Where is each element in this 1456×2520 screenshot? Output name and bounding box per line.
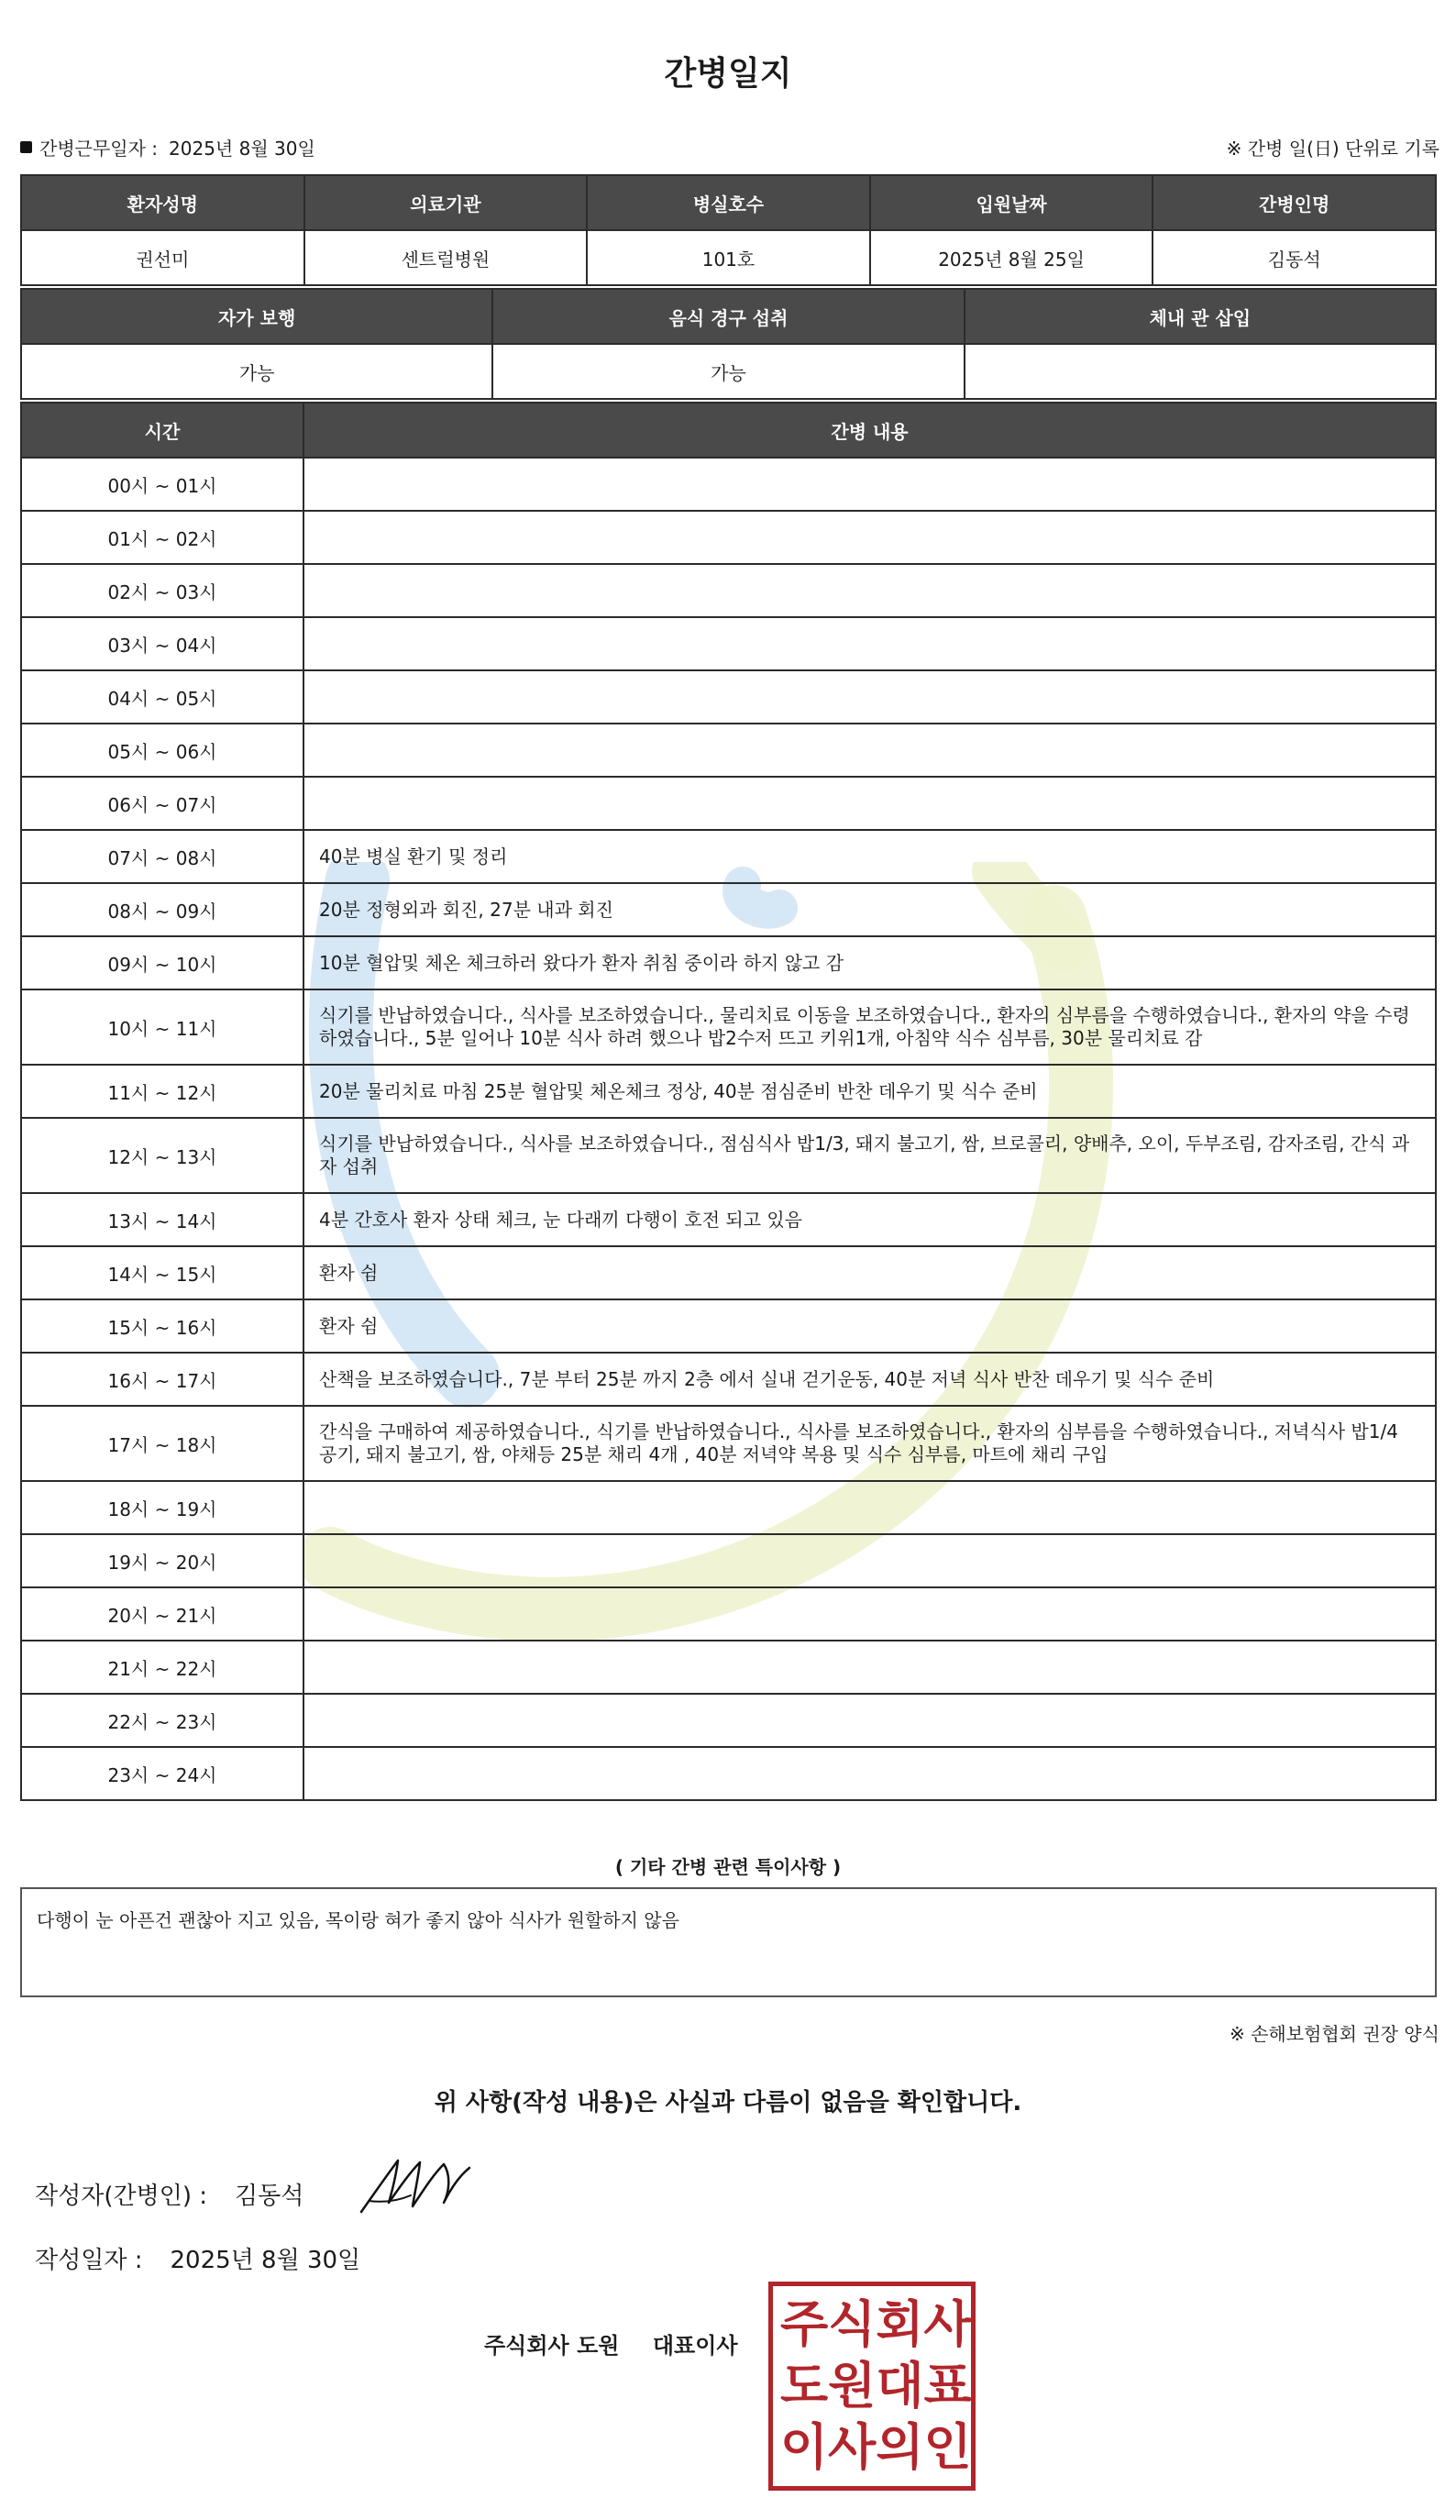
seal-character: 대 <box>876 2356 924 2415</box>
seal-character: 인 <box>923 2418 972 2477</box>
log-content: 간식을 구매하여 제공하였습니다., 식기를 반납하였습니다., 식사를 보조하였습니다., 환자의 심부름을 수행하였습니다., 저녁식사 밥1/4 공기, 돼지 불고기, 쌈, 야채등 25분 채리 4개 , 40분 저녁약 복용 및 식수 심부름, 마트에 채리 구입 <box>303 1406 1436 1481</box>
log-time: 01시 ~ 02시 <box>21 511 303 564</box>
log-time: 09시 ~ 10시 <box>21 936 303 989</box>
patient-header-admission: 입원날짜 <box>870 175 1153 230</box>
log-content <box>303 777 1436 830</box>
log-content <box>303 564 1436 617</box>
log-time: 22시 ~ 23시 <box>21 1694 303 1747</box>
care-log-table <box>20 402 1437 1801</box>
log-content <box>303 458 1436 511</box>
log-content <box>303 1641 1436 1694</box>
seal-character: 원 <box>828 2356 877 2415</box>
seal-character: 표 <box>923 2356 972 2415</box>
log-row <box>21 1065 1436 1118</box>
log-row <box>21 883 1436 936</box>
log-time: 11시 ~ 12시 <box>21 1065 303 1118</box>
log-row <box>21 1299 1436 1353</box>
work-date <box>20 134 315 160</box>
log-time: 10시 ~ 11시 <box>21 989 303 1065</box>
log-time: 20시 ~ 21시 <box>21 1587 303 1641</box>
log-time: 05시 ~ 06시 <box>21 724 303 777</box>
status-walking: 가능 <box>21 344 492 399</box>
log-row <box>21 1353 1436 1406</box>
log-row <box>21 936 1436 989</box>
log-row <box>21 1587 1436 1641</box>
hospital-name: 센트럴병원 <box>304 230 588 285</box>
seal-character: 의 <box>876 2418 924 2477</box>
log-row <box>21 1641 1436 1694</box>
company-name: 주식회사 도원 <box>484 2333 620 2359</box>
seal-character: 이 <box>780 2418 829 2477</box>
written-date-label: 작성일자 : <box>35 2247 143 2274</box>
log-row <box>21 830 1436 883</box>
log-time: 14시 ~ 15시 <box>21 1246 303 1299</box>
seal-character: 도 <box>780 2356 829 2415</box>
log-time: 02시 ~ 03시 <box>21 564 303 617</box>
log-time: 04시 ~ 05시 <box>21 670 303 724</box>
log-content <box>303 1587 1436 1641</box>
status-tube <box>965 344 1436 399</box>
special-notes-box: 다행이 눈 아픈건 괜찮아 지고 있음, 목이랑 혀가 좋지 않아 식사가 원할하지 않음 <box>20 1887 1437 1997</box>
log-content: 10분 혈압및 체온 체크하러 왔다가 환자 취침 중이라 하지 않고 감 <box>303 936 1436 989</box>
log-content: 20분 물리치료 마침 25분 혈압및 체온체크 정상, 40분 점심준비 반찬 데우기 및 식수 준비 <box>303 1065 1436 1118</box>
patient-info-table <box>20 174 1437 286</box>
log-time: 06시 ~ 07시 <box>21 777 303 830</box>
patient-header-room: 병실호수 <box>587 175 870 230</box>
log-time: 21시 ~ 22시 <box>21 1641 303 1694</box>
page-title: 간병일지 <box>664 55 792 93</box>
special-notes-title: ( 기타 간병 관련 특이사항 ) <box>614 1856 842 1878</box>
writer-line <box>35 2177 303 2211</box>
company-seal-stamp <box>768 2282 976 2491</box>
log-row <box>21 989 1436 1065</box>
log-row <box>21 1246 1436 1299</box>
status-oral-intake: 가능 <box>492 344 964 399</box>
patient-status-table <box>20 288 1437 400</box>
patient-header-name: 환자성명 <box>21 175 304 230</box>
log-row <box>21 1118 1436 1193</box>
log-content <box>303 1481 1436 1534</box>
log-row <box>21 1193 1436 1246</box>
written-date-line <box>35 2241 360 2275</box>
log-row <box>21 670 1436 724</box>
log-row <box>21 1481 1436 1534</box>
log-content <box>303 617 1436 670</box>
log-time: 16시 ~ 17시 <box>21 1353 303 1406</box>
work-date-label: 간병근무일자 : <box>39 138 159 160</box>
company-line <box>484 2327 738 2360</box>
status-header-oral-intake: 음식 경구 섭취 <box>492 289 964 344</box>
log-row <box>21 724 1436 777</box>
log-time: 15시 ~ 16시 <box>21 1299 303 1353</box>
seal-character: 식 <box>828 2294 877 2353</box>
log-row <box>21 777 1436 830</box>
log-row <box>21 1534 1436 1587</box>
log-content: 산책을 보조하였습니다., 7분 부터 25분 까지 2층 에서 실내 걷기운동, 40분 저녁 식사 반찬 데우기 및 식수 준비 <box>303 1353 1436 1406</box>
log-content: 40분 병실 환기 및 정리 <box>303 830 1436 883</box>
log-time: 00시 ~ 01시 <box>21 458 303 511</box>
seal-character: 주 <box>780 2294 829 2353</box>
seal-character: 회 <box>876 2294 924 2353</box>
log-header-time: 시간 <box>21 403 303 458</box>
seal-character: 사 <box>923 2294 972 2353</box>
log-row <box>21 1406 1436 1481</box>
room-number: 101호 <box>587 230 870 285</box>
log-content <box>303 1694 1436 1747</box>
log-time: 23시 ~ 24시 <box>21 1747 303 1800</box>
log-row <box>21 511 1436 564</box>
log-time: 13시 ~ 14시 <box>21 1193 303 1246</box>
form-source-note: ※ 손해보험협회 권장 양식 <box>1229 2023 1439 2045</box>
caregiver-name: 김동석 <box>1153 230 1436 285</box>
patient-name: 권선미 <box>21 230 304 285</box>
log-row <box>21 1694 1436 1747</box>
log-content <box>303 1747 1436 1800</box>
log-content <box>303 511 1436 564</box>
company-title: 대표이사 <box>652 2333 738 2359</box>
log-row <box>21 458 1436 511</box>
log-time: 18시 ~ 19시 <box>21 1481 303 1534</box>
log-time: 19시 ~ 20시 <box>21 1534 303 1587</box>
admission-date: 2025년 8월 25일 <box>870 230 1153 285</box>
seal-character: 사 <box>828 2418 877 2477</box>
unit-note: ※ 간병 일(日) 단위로 기록 <box>1226 138 1439 160</box>
log-content <box>303 1534 1436 1587</box>
status-header-tube: 체내 관 삽입 <box>965 289 1436 344</box>
log-content: 4분 간호사 환자 상태 체크, 눈 다래끼 다행이 호전 되고 있음 <box>303 1193 1436 1246</box>
handwritten-signature <box>356 2148 475 2221</box>
writer-name: 김동석 <box>235 2183 304 2210</box>
log-content: 환자 쉼 <box>303 1246 1436 1299</box>
log-row <box>21 617 1436 670</box>
confirmation-statement: 위 사항(작성 내용)은 사실과 다름이 없음을 확인합니다. <box>434 2089 1022 2117</box>
writer-label: 작성자(간병인) : <box>35 2183 208 2210</box>
work-date-value: 2025년 8월 30일 <box>169 138 315 160</box>
patient-header-hospital: 의료기관 <box>304 175 588 230</box>
log-time: 17시 ~ 18시 <box>21 1406 303 1481</box>
log-time: 07시 ~ 08시 <box>21 830 303 883</box>
log-time: 08시 ~ 09시 <box>21 883 303 936</box>
log-content <box>303 724 1436 777</box>
log-content: 식기를 반납하였습니다., 식사를 보조하였습니다., 점심식사 밥1/3, 돼지 불고기, 쌈, 브로콜리, 양배추, 오이, 두부조림, 감자조림, 간식 과자 섭취 <box>303 1118 1436 1193</box>
log-time: 12시 ~ 13시 <box>21 1118 303 1193</box>
log-header-content: 간병 내용 <box>303 403 1436 458</box>
log-row <box>21 1747 1436 1800</box>
log-content: 환자 쉼 <box>303 1299 1436 1353</box>
written-date-value: 2025년 8월 30일 <box>170 2247 361 2274</box>
log-content: 20분 정형외과 회진, 27분 내과 회진 <box>303 883 1436 936</box>
log-time: 03시 ~ 04시 <box>21 617 303 670</box>
square-bullet-icon <box>20 141 32 153</box>
patient-header-caregiver: 간병인명 <box>1153 175 1436 230</box>
log-row <box>21 564 1436 617</box>
status-header-walking: 자가 보행 <box>21 289 492 344</box>
log-content: 식기를 반납하였습니다., 식사를 보조하였습니다., 물리치료 이동을 보조하였습니다., 환자의 심부름을 수행하였습니다., 환자의 약을 수령하였습니다., 5분 일어나 10분 식사 하려 했으나 밥2수저 뜨고 키위1개, 아침약 식수 심부름, 30분 물리치료 감 <box>303 989 1436 1065</box>
log-content <box>303 670 1436 724</box>
